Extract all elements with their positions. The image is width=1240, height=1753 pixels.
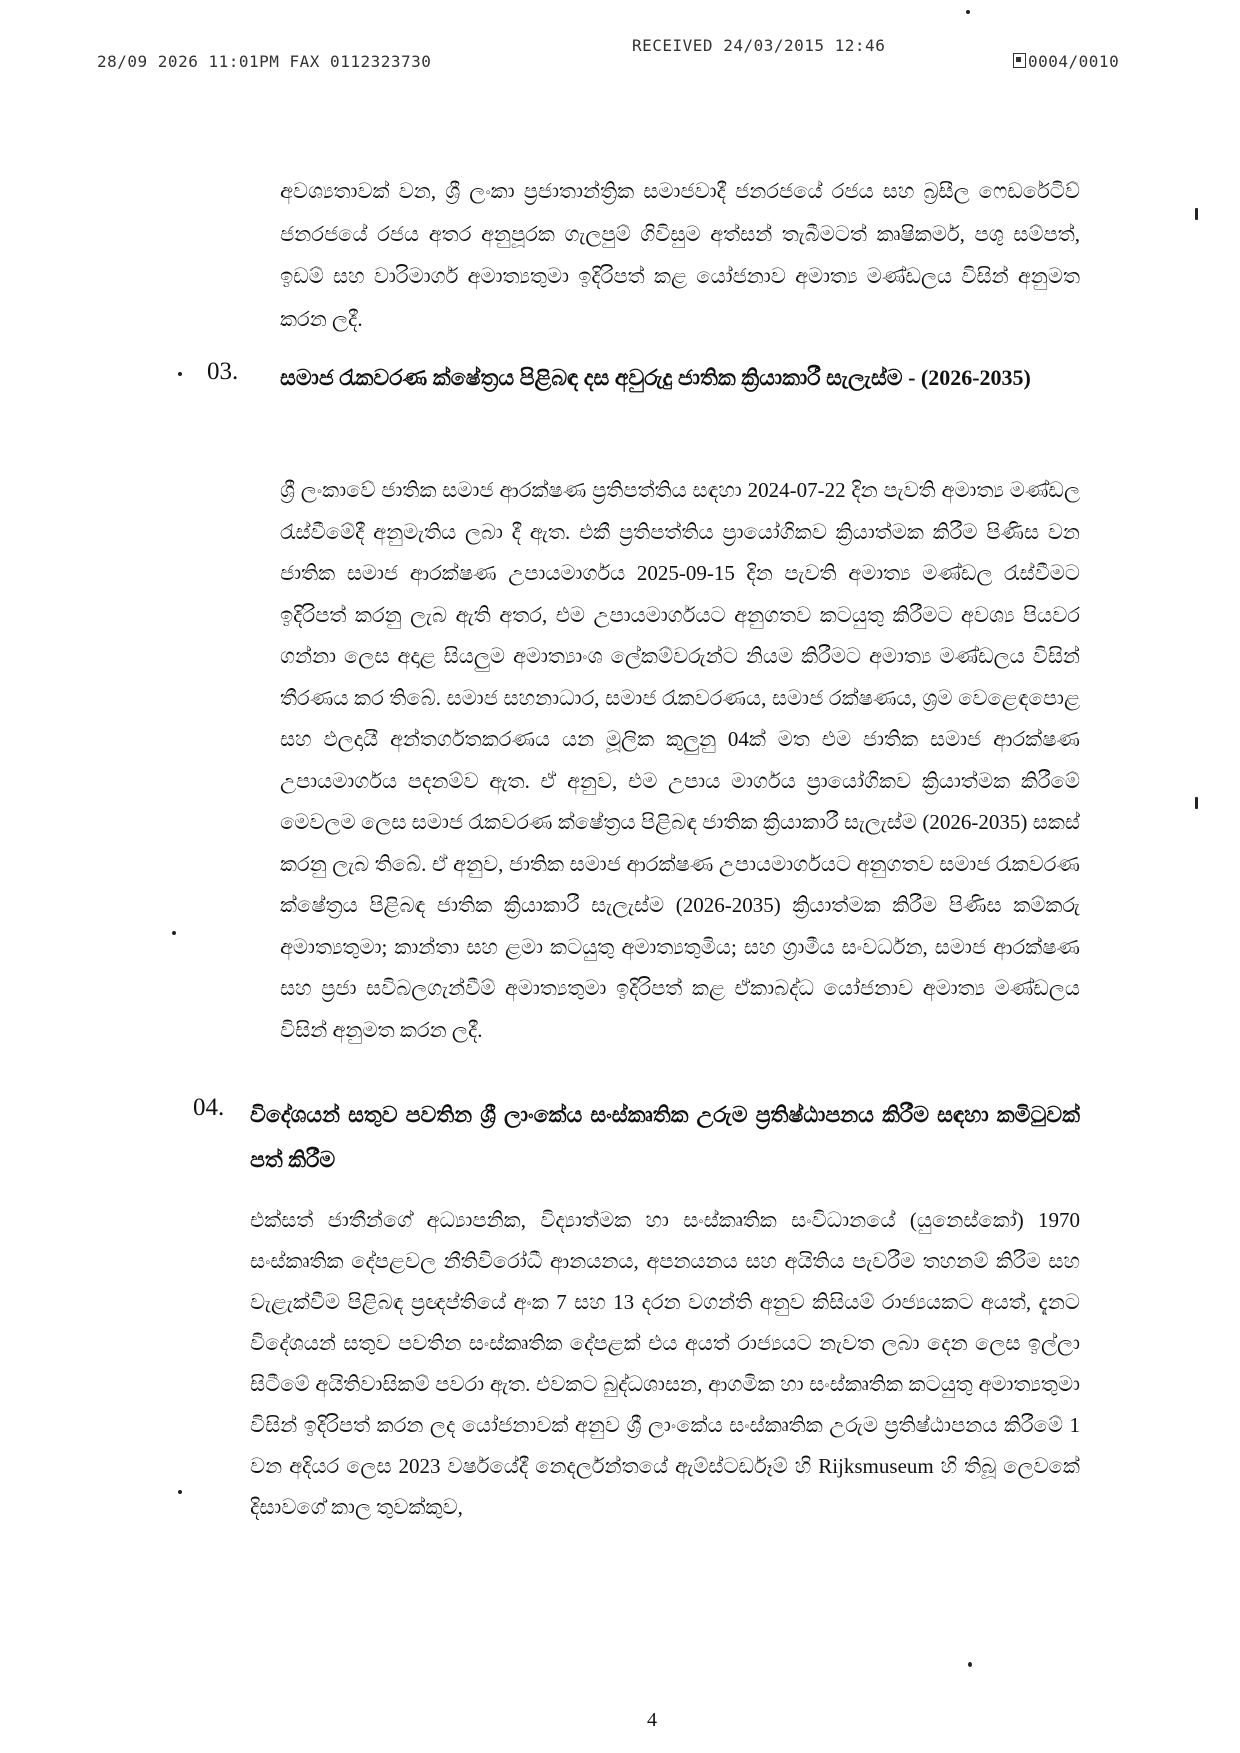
section-04-title: විදේශයන් සතුව පවතින ශ්‍රී ලාංකේය සංස්කෘතික උරුම ප්‍රතිෂ්ඨාපනය කිරීම සඳහා කමිටුවක් පත් කිරීම — [250, 1102, 1080, 1172]
fax-header-page — [1013, 52, 1119, 71]
scan-speck — [966, 10, 970, 14]
fax-header-received: RECEIVED 24/03/2015 12:46 — [632, 36, 886, 55]
fax-page-count: 0004/0010 — [1028, 52, 1120, 71]
scan-speck — [968, 1662, 972, 1667]
section-03-title: සමාජ රැකවරණ ක්ෂේත්‍රය පිළිබඳ දස අවුරුදු ජාතික ක්‍රියාකාරී සැලැස්ම - (2026-2035) — [280, 365, 1031, 390]
fax-header-sender: 28/09 2026 11:01PM FAX 0112323730 — [97, 52, 432, 71]
scan-speck — [1195, 797, 1198, 809]
section-04-number: 04. — [193, 1094, 225, 1121]
page-number: 4 — [647, 1709, 657, 1731]
scan-speck — [1195, 208, 1198, 220]
section-03-number: 03. — [207, 358, 239, 385]
section-04-body: එක්සත් ජාතීන්ගේ අධ්‍යාපනික, විද්‍යාත්මක හා සංස්කෘතික සංවිධානයේ (යුනෙස්කෝ) 1970 සංස්කෘතික දේපළවල නීතිවිරෝධී ආනයනය, අපනයනය සහ අයිතිය පැවරීම තහනම් කිරීම සහ වැළැක්වීම පිළිබඳ ප්‍රඥප්තියේ අංක 7 සහ 13 දරන වගන්ති අනුව කිසියම් රාජ්‍යයකට අයත්, දැනට විදේශයන් සතුව පවතින සංස්කෘතික දේපළක් එය අයත් රාජ්‍යයට නැවත ලබා දෙන ලෙස ඉල්ලා සිටීමේ අයිතිවාසිකම් පවරා ඇත. එවකට බුද්ධශාසන, ආගමික හා සංස්කෘතික කටයුතු අමාත්‍යතුමා විසින් ඉදිරිපත් කරන ලද යෝජනාවක් අනුව ශ්‍රී ලාංකේය සංස්කෘතික උරුම ප්‍රතිෂ්ඨාපනය කිරීමේ 1 වන අදියර ලෙස 2023 වර්ෂයේදී නෙදර්ලන්තයේ ඇම්ස්ටර්ඩෑම් හි Rijksmuseum හි තිබූ ලෙවකේ දිසාවගේ කාල තුවක්කුව, — [250, 1208, 1080, 1519]
scan-speck — [172, 931, 176, 935]
intro-paragraph: අවශ්‍යතාවක් වන, ශ්‍රී ලංකා ප්‍රජාතාන්ත්‍රික සමාජවාදී ජනරජයේ රජය සහ බ්‍රසීල ෆෙඩරේටිව් ජනරජයේ රජය අතර අනුපූරක ගැලපුම් ගිවිසුම අත්සන් තැබීමටත් කෘෂිකර්ම, පශු සම්පත්, ඉඩම් සහ වාරිමාර්ග අමාත්‍යතුමා ඉදිරිපත් කළ යෝජනාව අමාත්‍ය මණ්ඩලය විසින් අනුමත කරන ලදී. — [280, 179, 1080, 331]
fax-page-icon — [1013, 53, 1026, 68]
scan-speck — [178, 372, 182, 376]
scan-speck — [178, 1490, 182, 1494]
section-03-body: ශ්‍රී ලංකාවේ ජාතික සමාජ ආරක්ෂණ ප්‍රතිපත්තිය සඳහා 2024-07-22 දින පැවති අමාත්‍ය මණ්ඩල රැස්වීමේදී අනුමැතිය ලබා දී ඇත. එකී ප්‍රතිපත්තිය ප්‍රායෝගිකව ක්‍රියාත්මක කිරීම පිණිස වන ජාතික සමාජ ආරක්ෂණ උපායමාර්ගය 2025-09-15 දින පැවති අමාත්‍ය මණ්ඩල රැස්වීමට ඉදිරිපත් කරනු ලැබ ඇති අතර, එම උපායමාර්ගයට අනුගතව කටයුතු කිරීමට අවශ්‍ය පියවර ගන්නා ලෙස අදාළ සියලුම අමාත්‍යාංශ ලේකම්වරුන්ට නියම කිරීමට අමාත්‍ය මණ්ඩලය විසින් තීරණය කර තිබේ. සමාජ සහනාධාර, සමාජ රැකවරණය, සමාජ රක්ෂණය, ශ්‍රම වෙළෙඳපොළ සහ ඵලදායී අන්තර්ගතකරණය යන මූලික කුලුනු 04ක් මත එම ජාතික සමාජ ආරක්ෂණ උපායමාර්ගය පදනම්ව ඇත. ඒ අනුව, එම උපාය මාර්ගය ප්‍රායෝගිකව ක්‍රියාත්මක කිරීමේ මෙවලම ලෙස සමාජ රැකවරණ ක්ෂේත්‍රය පිළිබඳ ජාතික ක්‍රියාකාරී සැලැස්ම (2026-2035) සකස් කරනු ලැබ තිබේ. ඒ අනුව, ජාතික සමාජ ආරක්ෂණ උපායමාර්ගයට අනුගතව සමාජ රැකවරණ ක්ෂේත්‍රය පිළිබඳ ජාතික ක්‍රියාකාරී සැලැස්ම (2026-2035) ක්‍රියාත්මක කිරීම පිණිස කම්කරු අමාත්‍යතුමා; කාන්තා සහ ළමා කටයුතු අමාත්‍යතුමිය; සහ ග්‍රාමීය සංවර්ධන, සමාජ ආරක්ෂණ සහ ප්‍රජා සවිබලගැන්වීම් අමාත්‍යතුමා ඉදිරිපත් කළ ඒකාබද්ධ යෝජනාව අමාත්‍ය මණ්ඩලය විසින් අනුමත කරන ලදී. — [280, 478, 1080, 1042]
